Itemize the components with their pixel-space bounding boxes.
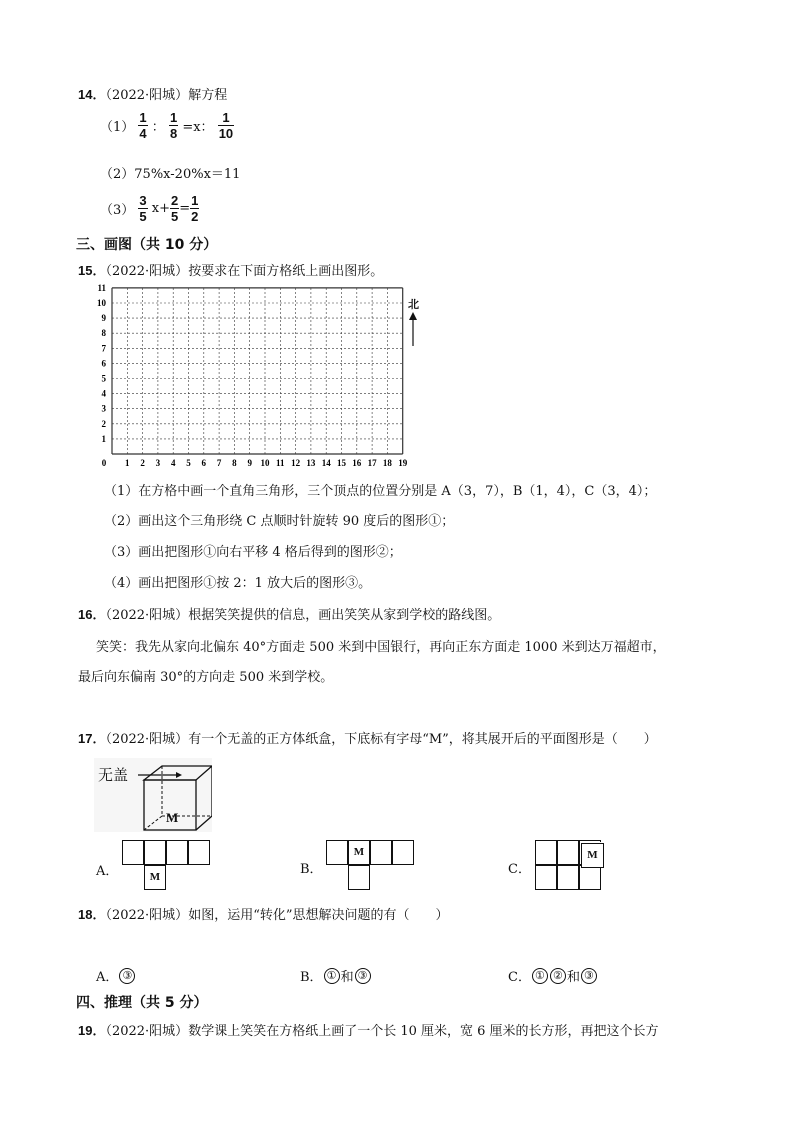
net-cell [535, 840, 557, 865]
y-tick-label: 4 [101, 388, 106, 399]
y-tick-label: 7 [101, 343, 106, 354]
net-cell [348, 865, 370, 890]
north-indicator [408, 296, 422, 350]
x-tick-label: 3 [155, 458, 161, 468]
question-source: （2022·阳城） [105, 1024, 189, 1039]
q15-part4: （4）画出把图形①按 2：1 放大后的图形③。 [104, 576, 372, 591]
question-text: 如图，运用“转化”思想解决问题的有（ ） [188, 908, 449, 923]
q17-header [78, 728, 657, 747]
net-cell-m: M [144, 865, 166, 890]
q16-line1: 笑笑：我先从家向北偏东 40°方面走 500 米到中国银行，再向正东方面走 1000 米到达万福超市， [96, 640, 666, 655]
operator: x+ [151, 201, 171, 216]
circled-number: ① [532, 968, 548, 984]
net-cell [188, 840, 210, 865]
circled-number: ① [324, 968, 340, 984]
circled-number: ③ [355, 968, 371, 984]
section-title-reasoning: 四、推理（共 5 分） [76, 995, 208, 1011]
q14-part3 [100, 193, 199, 224]
q15-header [78, 260, 383, 279]
frac-num: 2 [171, 193, 179, 208]
y-tick-label: 9 [101, 313, 106, 324]
y-tick-label: 3 [101, 403, 106, 414]
option-c-label[interactable]: C． [508, 862, 531, 877]
question-source: （2022·阳城） [105, 908, 189, 923]
question-text: 解方程 [188, 88, 228, 103]
question-source: （2022·阳城） [105, 732, 189, 747]
q19-header [78, 1020, 659, 1039]
q18-header [78, 904, 448, 923]
q14-part1 [100, 110, 234, 141]
net-cell [144, 840, 166, 865]
option-label: C． [508, 970, 531, 985]
cube-letter: M [166, 810, 179, 825]
and-text: 和 [566, 970, 580, 985]
y-tick-label: 1 [101, 433, 106, 444]
q18-option-c[interactable] [508, 966, 598, 985]
frac-num: 3 [139, 193, 147, 208]
fraction [190, 193, 199, 224]
operator: = [179, 201, 191, 216]
net-cell [166, 840, 188, 865]
operator: ： [151, 120, 165, 135]
circled-number: ② [550, 968, 566, 984]
option-b-label[interactable]: B． [300, 862, 323, 877]
question-source: （2022·阳城） [105, 88, 189, 103]
question-text: 有一个无盖的正方体纸盒，下底标有字母“M”，将其展开后的平面图形是（ ） [188, 732, 657, 747]
frac-num: 1 [169, 110, 178, 125]
x-tick-label: 6 [201, 458, 207, 468]
north-label: 北 [408, 298, 419, 311]
graph-paper [90, 282, 430, 476]
net-cell [557, 840, 579, 865]
frac-den: 5 [171, 209, 179, 224]
q18-option-b[interactable] [300, 966, 372, 985]
net-cell-m: M [348, 840, 370, 865]
x-tick-label: 16 [352, 458, 362, 468]
y-tick-label: 11 [97, 282, 106, 293]
x-tick-label: 0 [101, 458, 107, 468]
x-tick-label: 7 [216, 458, 222, 468]
y-tick-label: 8 [101, 328, 106, 339]
q15-part2: （2）画出这个三角形绕 C 点顺时针旋转 90 度后的图形①； [104, 514, 455, 529]
grid-svg [90, 282, 430, 472]
circled-number: ③ [119, 968, 135, 984]
x-tick-label: 14 [321, 458, 331, 468]
x-tick-label: 5 [186, 458, 191, 468]
question-source: （2022·阳城） [105, 608, 189, 623]
net-cell [326, 840, 348, 865]
no-lid-label: 无盖 [98, 766, 129, 784]
circled-number: ③ [581, 968, 597, 984]
net-cell [557, 865, 579, 890]
q15-part1: （1）在方格中画一个直角三角形，三个顶点的位置分别是 A（3，7），B（1，4），C（3，4）； [104, 484, 657, 499]
x-tick-label: 18 [382, 458, 392, 468]
question-number: 15． [78, 263, 106, 278]
frac-den: 2 [191, 209, 199, 224]
y-tick-label: 2 [101, 418, 106, 429]
x-tick-label: 9 [247, 458, 252, 468]
part-label: （1） [100, 120, 135, 135]
frac-den: 10 [218, 126, 234, 141]
x-tick-label: 10 [260, 458, 270, 468]
frac-den: 4 [139, 126, 147, 141]
question-number: 16． [78, 607, 106, 622]
x-tick-label: 12 [291, 458, 301, 468]
net-cell [579, 865, 601, 890]
frac-num: 1 [139, 110, 147, 125]
q18-option-a[interactable] [96, 966, 136, 985]
question-number: 19． [78, 1023, 106, 1038]
part-label: （2） [100, 167, 135, 182]
net-cell [370, 840, 392, 865]
question-text: 数学课上笑笑在方格纸上画了一个长 10 厘米，宽 6 厘米的长方形，再把这个长方 [188, 1024, 659, 1039]
section-title-drawing: 三、画图（共 10 分） [76, 237, 218, 253]
question-text: 按要求在下面方格纸上画出图形。 [188, 264, 384, 279]
net-cell [122, 840, 144, 865]
q16-line2: 最后向东偏南 30°的方向走 500 米到学校。 [78, 670, 334, 685]
x-tick-label: 11 [276, 458, 285, 468]
frac-num: 1 [218, 110, 234, 126]
question-number: 18． [78, 907, 106, 922]
x-tick-label: 4 [170, 458, 176, 468]
question-source: （2022·阳城） [105, 264, 189, 279]
option-label: B． [300, 970, 323, 985]
cube-figure [94, 758, 212, 832]
frac-den: 8 [169, 126, 178, 141]
x-tick-label: 8 [232, 458, 237, 468]
y-tick-label: 5 [101, 373, 106, 384]
frac-den: 5 [139, 209, 147, 224]
operator: =x： [182, 120, 214, 135]
question-number: 17． [78, 731, 106, 746]
frac-num: 1 [191, 193, 199, 208]
option-label: A． [96, 970, 119, 985]
question-number: 14． [78, 87, 106, 102]
x-tick-label: 19 [398, 458, 408, 468]
q16-header [78, 604, 500, 623]
x-tick-label: 13 [306, 458, 316, 468]
equation: 75%x-20%x＝11 [134, 167, 241, 182]
q14-part2 [100, 163, 240, 182]
part-label: （3） [100, 203, 135, 218]
x-tick-label: 17 [367, 458, 377, 468]
and-text: 和 [340, 970, 354, 985]
north-arrow-icon [408, 312, 422, 346]
fraction [138, 110, 147, 141]
option-c-m-cell: M [581, 843, 604, 868]
x-tick-label: 1 [125, 458, 130, 468]
question-text: 根据笑笑提供的信息，画出笑笑从家到学校的路线图。 [188, 608, 501, 623]
q15-part3: （3）画出把图形①向右平移 4 格后得到的图形②； [104, 545, 402, 560]
option-a-label[interactable]: A． [96, 864, 119, 879]
fraction [138, 193, 147, 224]
y-tick-label: 6 [101, 358, 106, 369]
x-tick-label: 2 [140, 458, 145, 468]
x-tick-label: 15 [337, 458, 346, 468]
net-cell [392, 840, 414, 865]
net-cell [535, 865, 557, 890]
fraction [218, 110, 234, 141]
fraction [170, 193, 179, 224]
y-tick-label: 10 [97, 298, 106, 308]
q14-header [78, 84, 227, 103]
fraction [169, 110, 178, 141]
